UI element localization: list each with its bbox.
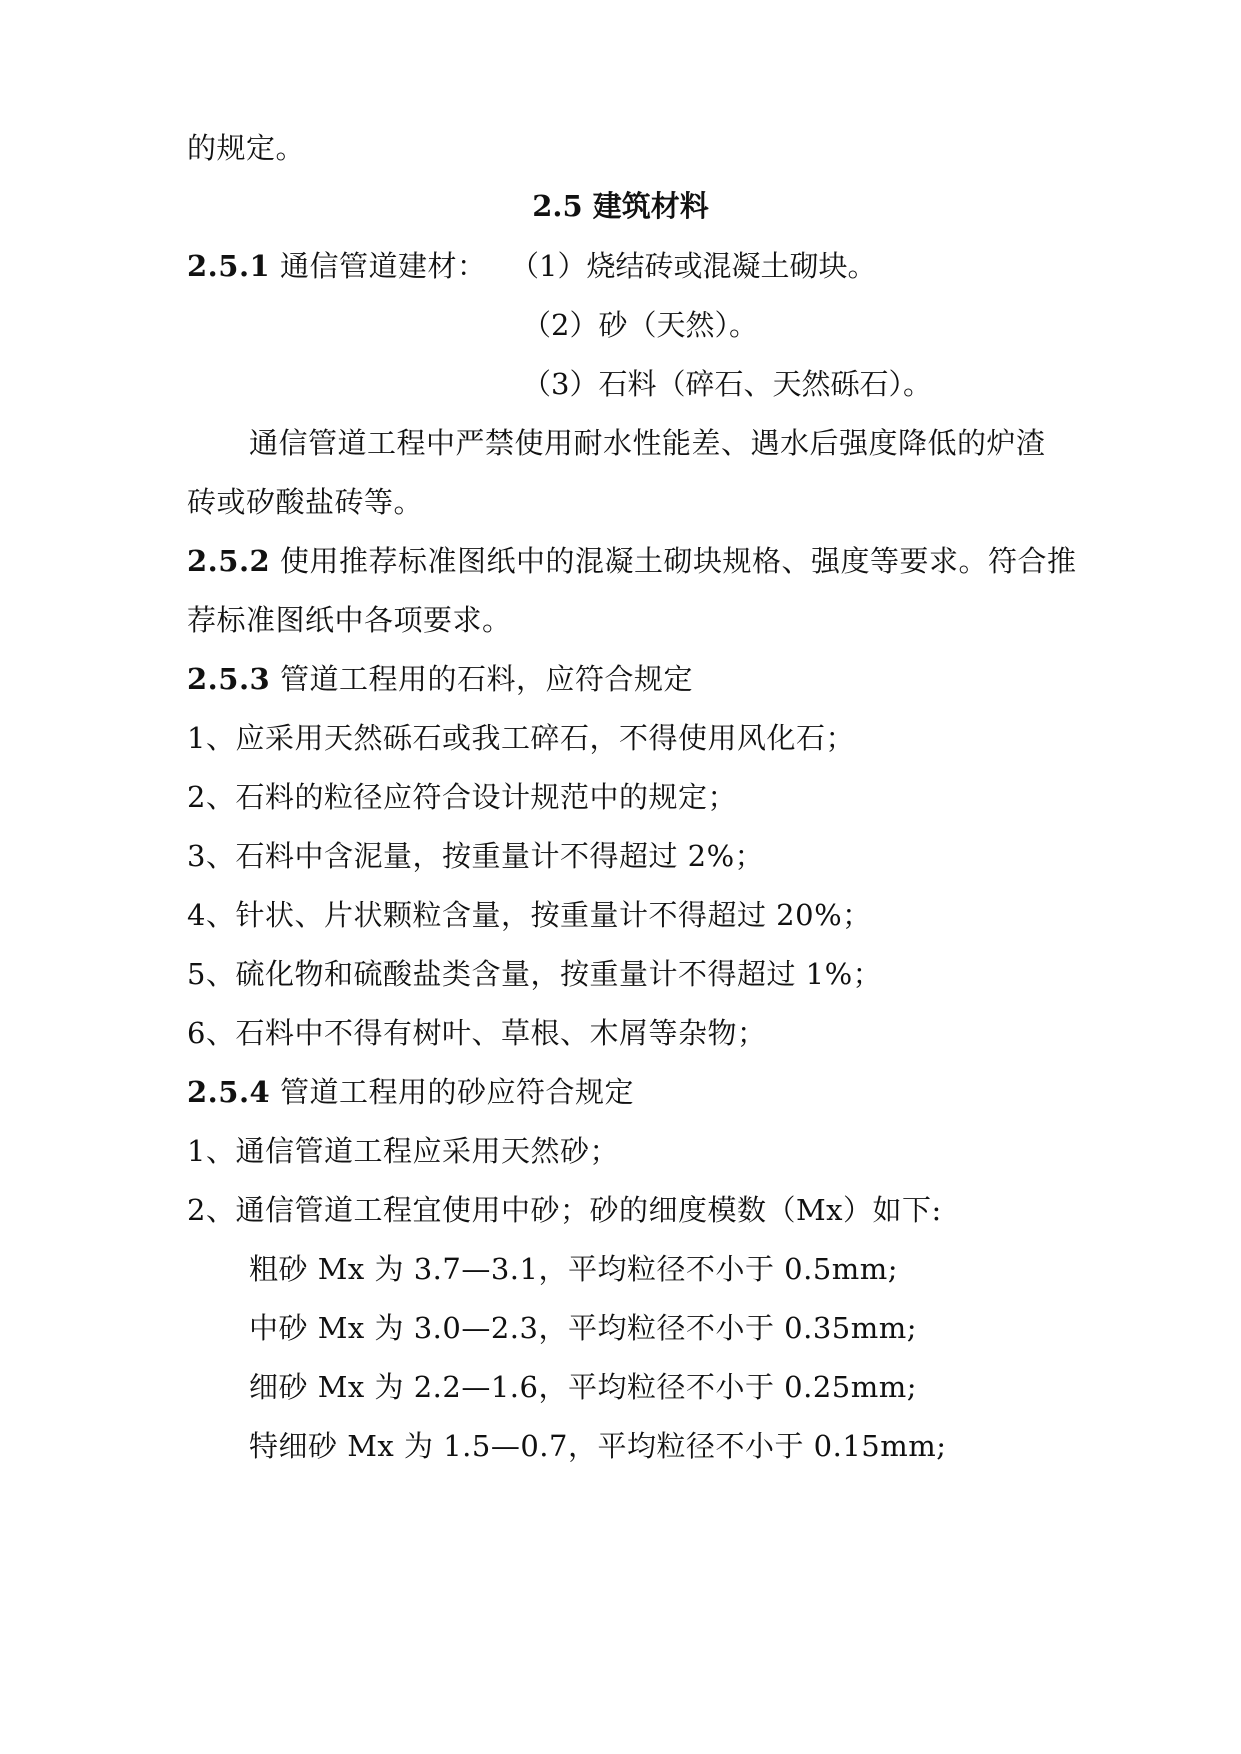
list-item: 1、通信管道工程应采用天然砂； — [187, 1134, 619, 1168]
list-item: 2、通信管道工程宜使用中砂；砂的细度模数（Mx）如下: — [187, 1193, 942, 1227]
clause-text: 使用推荐标准图纸中的混凝土砌块规格、强度等要求。符合推 — [270, 544, 1077, 578]
clause-number: 2.5.1 — [187, 249, 271, 283]
sand-grade-fine: 细砂 Mx 为 2.2—1.6，平均粒径不小于 0.25mm; — [249, 1370, 918, 1404]
paragraph-continuation: 的规定。 — [187, 131, 306, 165]
clause-2-5-4 — [187, 1072, 634, 1112]
list-item: 5、硫化物和硫酸盐类含量，按重量计不得超过 1%； — [187, 957, 883, 991]
clause-text: 通信管道建材： — [270, 249, 487, 283]
sand-grade-coarse: 粗砂 Mx 为 3.7—3.1，平均粒径不小于 0.5mm; — [249, 1252, 899, 1286]
clause-number: 2.5.3 — [187, 662, 271, 696]
clause-text: 管道工程用的石料，应符合规定 — [270, 662, 693, 696]
material-item-3: （3）石料（碎石、天然砾石）。 — [522, 367, 932, 401]
list-item: 4、针状、片状颗粒含量，按重量计不得超过 20%； — [187, 898, 872, 932]
list-item: 3、石料中含泥量，按重量计不得超过 2%； — [187, 839, 765, 873]
material-item-2: （2）砂（天然）。 — [522, 308, 758, 342]
clause-number: 2.5.2 — [187, 544, 271, 578]
paragraph-line: 砖或矽酸盐砖等。 — [187, 485, 424, 519]
clause-2-5-1 — [187, 246, 486, 286]
clause-text: 管道工程用的砂应符合规定 — [270, 1075, 634, 1109]
list-item: 1、应采用天然砾石或我工碎石，不得使用风化石； — [187, 721, 855, 755]
sand-grade-medium: 中砂 Mx 为 3.0—2.3，平均粒径不小于 0.35mm; — [249, 1311, 918, 1345]
clause-2-5-2 — [187, 541, 1076, 581]
paragraph-line: 通信管道工程中严禁使用耐水性能差、遇水后强度降低的炉渣 — [249, 426, 1046, 460]
clause-2-5-3 — [187, 659, 693, 699]
section-title: 2.5 建筑材料 — [532, 189, 709, 223]
sand-grade-extra-fine: 特细砂 Mx 为 1.5—0.7，平均粒径不小于 0.15mm; — [249, 1429, 947, 1463]
clause-number: 2.5.4 — [187, 1075, 271, 1109]
list-item: 6、石料中不得有树叶、草根、木屑等杂物； — [187, 1016, 767, 1050]
paragraph-line: 荐标准图纸中各项要求。 — [187, 603, 512, 637]
list-item: 2、石料的粒径应符合设计规范中的规定； — [187, 780, 737, 814]
material-item-1: （1）烧结砖或混凝土砌块。 — [510, 249, 877, 283]
